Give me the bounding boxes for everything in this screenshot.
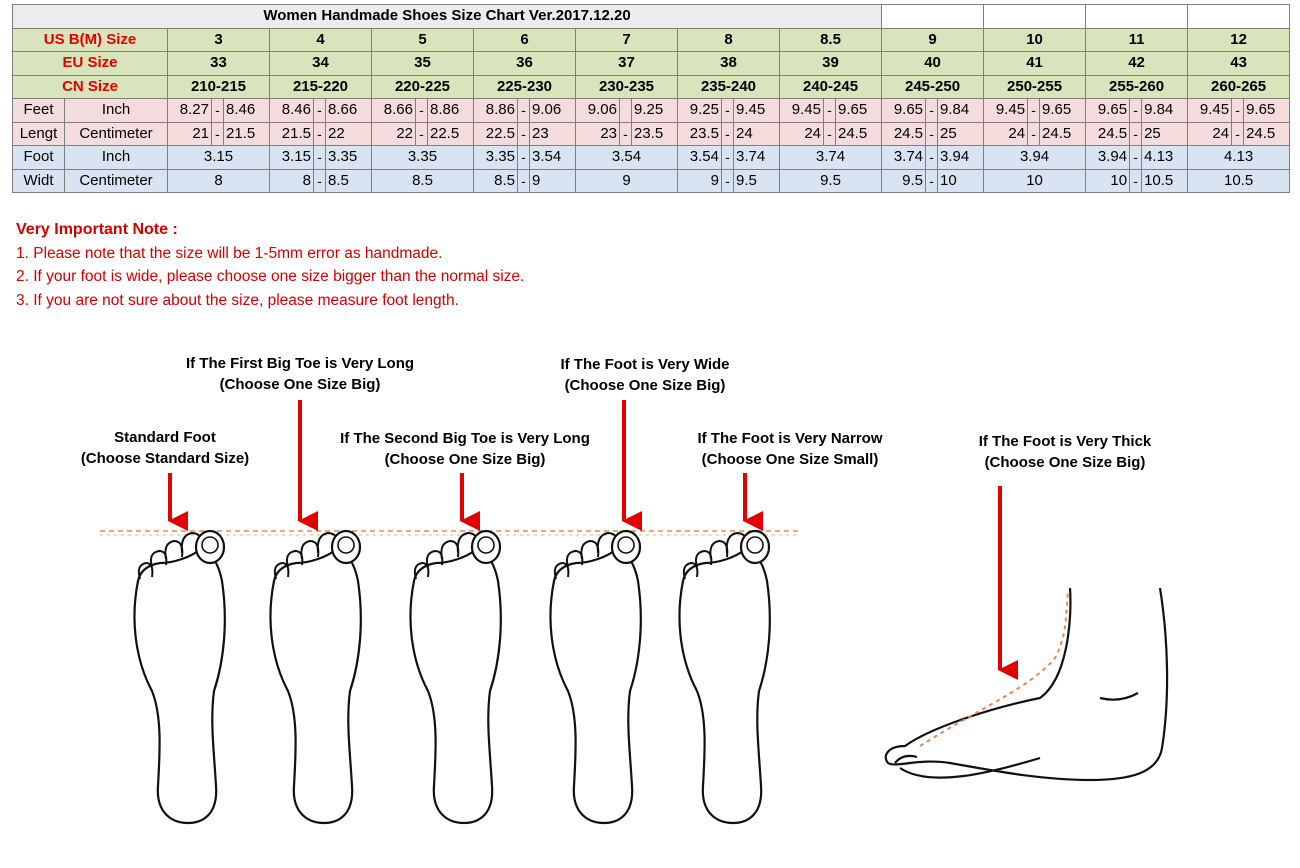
measure-max: 9.65 xyxy=(1040,99,1086,123)
measure-min: 24 xyxy=(984,122,1028,146)
measure-value: 8 xyxy=(168,169,270,193)
measure-value: 10.5 xyxy=(1188,169,1290,193)
us-size-value: 8 xyxy=(678,28,780,52)
range-dash: - xyxy=(926,146,938,170)
note-item-3: 3. If you are not sure about the size, please measure foot length. xyxy=(16,291,459,309)
us-size-value: 3 xyxy=(168,28,270,52)
range-dash: - xyxy=(416,122,428,146)
empty-header-cell xyxy=(882,5,984,29)
measure-max: 22.5 xyxy=(428,122,474,146)
measure-max: 22 xyxy=(326,122,372,146)
notes-heading: Very Important Note : xyxy=(16,221,178,238)
cn-size-value: 210-215 xyxy=(168,75,270,99)
range-dash: - xyxy=(722,146,734,170)
measure-max: 25 xyxy=(938,122,984,146)
range-dash: - xyxy=(314,122,326,146)
measure-min: 9.45 xyxy=(984,99,1028,123)
range-dash: - xyxy=(722,99,734,123)
measure-min: 9 xyxy=(678,169,722,193)
caption-narrow-advice: (Choose One Size Small) xyxy=(701,451,879,468)
range-dash: - xyxy=(416,99,428,123)
measure-min: 24.5 xyxy=(1086,122,1130,146)
measure-min: 24 xyxy=(780,122,824,146)
range-dash: - xyxy=(1130,99,1142,123)
caption-thick-title: If The Foot is Very Thick xyxy=(978,433,1152,450)
us-size-value: 7 xyxy=(576,28,678,52)
measure-min: 8 xyxy=(270,169,314,193)
measure-max: 8.5 xyxy=(326,169,372,193)
eu-size-value: 34 xyxy=(270,52,372,76)
foot-length-cm-row xyxy=(13,122,1290,146)
measure-min: 3.15 xyxy=(270,146,314,170)
measure-value: 3.35 xyxy=(372,146,474,170)
eu-size-value: 37 xyxy=(576,52,678,76)
measure-max: 9.25 xyxy=(632,99,678,123)
foot-width-cm-row xyxy=(13,169,1290,193)
chart-title: Women Handmade Shoes Size Chart Ver.2017.12.20 xyxy=(13,5,882,29)
caption-first-toe-advice: (Choose One Size Big) xyxy=(219,376,381,393)
range-dash: - xyxy=(1130,122,1142,146)
eu-size-value: 40 xyxy=(882,52,984,76)
cn-size-value: 220-225 xyxy=(372,75,474,99)
long-first-toe-foot-drawing xyxy=(270,531,360,823)
us-size-value: 6 xyxy=(474,28,576,52)
range-dash: - xyxy=(314,99,326,123)
measure-min: 23.5 xyxy=(678,122,722,146)
measure-min: 23 xyxy=(576,122,620,146)
measure-max: 9.45 xyxy=(734,99,780,123)
range-dash: - xyxy=(1232,99,1244,123)
measure-value: 4.13 xyxy=(1188,146,1290,170)
measure-value: 3.74 xyxy=(780,146,882,170)
unit-label: Centimeter xyxy=(65,122,168,146)
range-dash: - xyxy=(1028,122,1040,146)
us-size-value: 8.5 xyxy=(780,28,882,52)
measure-min: 9.45 xyxy=(1188,99,1232,123)
measure-min: 8.66 xyxy=(372,99,416,123)
caption-first-toe-title: If The First Big Toe is Very Long xyxy=(185,355,415,372)
caption-second-toe-title: If The Second Big Toe is Very Long xyxy=(340,430,590,447)
eu-size-value: 42 xyxy=(1086,52,1188,76)
row-group-label: Lengt xyxy=(13,122,65,146)
eu-size-value: 39 xyxy=(780,52,882,76)
us-size-value: 5 xyxy=(372,28,474,52)
range-dash: - xyxy=(314,169,326,193)
eu-size-value: 41 xyxy=(984,52,1086,76)
range-dash: - xyxy=(926,122,938,146)
measure-min: 24.5 xyxy=(882,122,926,146)
us-size-value: 4 xyxy=(270,28,372,52)
measure-value: 3.94 xyxy=(984,146,1086,170)
measure-max: 3.94 xyxy=(938,146,984,170)
foot-shape-diagram xyxy=(0,318,1300,868)
cn-size-value: 225-230 xyxy=(474,75,576,99)
measure-min: 3.35 xyxy=(474,146,518,170)
measure-max: 10 xyxy=(938,169,984,193)
caption-narrow-foot xyxy=(660,428,920,470)
measure-min: 3.74 xyxy=(882,146,926,170)
range-dash: - xyxy=(722,169,734,193)
measure-min: 22.5 xyxy=(474,122,518,146)
range-dash: - xyxy=(212,99,224,123)
caption-thick-advice: (Choose One Size Big) xyxy=(984,454,1146,471)
narrow-foot-drawing xyxy=(679,531,769,823)
empty-header-cell xyxy=(984,5,1086,29)
measure-value: 9 xyxy=(576,169,678,193)
caption-second-toe xyxy=(305,428,625,470)
foot-width-inch-row xyxy=(13,146,1290,170)
measure-min: 9.5 xyxy=(882,169,926,193)
measure-max: 8.46 xyxy=(224,99,270,123)
measure-value: 10 xyxy=(984,169,1086,193)
measure-min: 21 xyxy=(168,122,212,146)
note-item-2: 2. If your foot is wide, please choose one size bigger than the normal size. xyxy=(16,268,525,285)
eu-size-value: 38 xyxy=(678,52,780,76)
unit-label: Centimeter xyxy=(65,169,168,193)
cn-size-value: 255-260 xyxy=(1086,75,1188,99)
measure-max: 9 xyxy=(530,169,576,193)
eu-size-value: 43 xyxy=(1188,52,1290,76)
measure-max: 24.5 xyxy=(1244,122,1290,146)
measure-min: 3.94 xyxy=(1086,146,1130,170)
cn-size-value: 245-250 xyxy=(882,75,984,99)
unit-label: Inch xyxy=(65,99,168,123)
cn-size-row xyxy=(13,75,1290,99)
cn-size-value: 240-245 xyxy=(780,75,882,99)
measure-max: 9.06 xyxy=(530,99,576,123)
range-dash: - xyxy=(824,99,836,123)
measure-value: 8.5 xyxy=(372,169,474,193)
cn-size-label: CN Size xyxy=(13,75,168,99)
us-size-label: US B(M) Size xyxy=(13,28,168,52)
measure-max: 10.5 xyxy=(1142,169,1188,193)
row-group-label: Widt xyxy=(13,169,65,193)
us-size-row xyxy=(13,28,1290,52)
measure-min: 8.86 xyxy=(474,99,518,123)
measure-value: 9.5 xyxy=(780,169,882,193)
thickness-guide-line xyxy=(920,590,1068,746)
us-size-value: 12 xyxy=(1188,28,1290,52)
measure-min: 24 xyxy=(1188,122,1232,146)
measure-max: 9.65 xyxy=(836,99,882,123)
measure-min: 10 xyxy=(1086,169,1130,193)
measure-min: 9.65 xyxy=(882,99,926,123)
cn-size-value: 215-220 xyxy=(270,75,372,99)
note-item-1: 1. Please note that the size will be 1-5mm error as handmade. xyxy=(16,244,443,262)
range-dash: - xyxy=(620,122,632,146)
caption-narrow-title: If The Foot is Very Narrow xyxy=(697,430,883,447)
measure-max: 24 xyxy=(734,122,780,146)
caption-wide-foot xyxy=(520,354,770,396)
caption-second-toe-advice: (Choose One Size Big) xyxy=(384,451,546,468)
range-dash: - xyxy=(212,122,224,146)
cn-size-value: 230-235 xyxy=(576,75,678,99)
caption-first-toe xyxy=(140,353,460,395)
cn-size-value: 250-255 xyxy=(984,75,1086,99)
eu-size-label: EU Size xyxy=(13,52,168,76)
wide-foot-drawing xyxy=(550,531,640,823)
range-dash: - xyxy=(824,122,836,146)
measure-min: 22 xyxy=(372,122,416,146)
measure-max: 3.74 xyxy=(734,146,780,170)
empty-header-cell xyxy=(1086,5,1188,29)
measure-max: 9.84 xyxy=(1142,99,1188,123)
measure-max: 25 xyxy=(1142,122,1188,146)
caption-thick-foot xyxy=(940,431,1190,473)
measure-max: 9.84 xyxy=(938,99,984,123)
measure-min: 9.65 xyxy=(1086,99,1130,123)
measure-value: 3.54 xyxy=(576,146,678,170)
chart-title-row xyxy=(13,5,1290,29)
range-dash: - xyxy=(1130,169,1142,193)
us-size-value: 11 xyxy=(1086,28,1188,52)
range-dash: - xyxy=(926,99,938,123)
measure-min: 8.27 xyxy=(168,99,212,123)
important-notes xyxy=(16,218,524,312)
empty-header-cell xyxy=(1188,5,1290,29)
cn-size-value: 260-265 xyxy=(1188,75,1290,99)
measure-max: 21.5 xyxy=(224,122,270,146)
eu-size-value: 36 xyxy=(474,52,576,76)
measure-min: 9.25 xyxy=(678,99,722,123)
measure-min: 9.06 xyxy=(576,99,620,123)
measure-max: 23.5 xyxy=(632,122,678,146)
range-dash xyxy=(620,99,632,123)
measure-max: 24.5 xyxy=(1040,122,1086,146)
eu-size-value: 33 xyxy=(168,52,270,76)
measure-min: 8.46 xyxy=(270,99,314,123)
caption-standard-title: Standard Foot xyxy=(114,429,216,446)
measure-value: 3.15 xyxy=(168,146,270,170)
us-size-value: 9 xyxy=(882,28,984,52)
measure-min: 8.5 xyxy=(474,169,518,193)
us-size-value: 10 xyxy=(984,28,1086,52)
measure-min: 3.54 xyxy=(678,146,722,170)
eu-size-row xyxy=(13,52,1290,76)
caption-standard-advice: (Choose Standard Size) xyxy=(80,450,250,467)
measure-max: 23 xyxy=(530,122,576,146)
measure-max: 9.65 xyxy=(1244,99,1290,123)
range-dash: - xyxy=(1232,122,1244,146)
eu-size-value: 35 xyxy=(372,52,474,76)
measure-max: 3.54 xyxy=(530,146,576,170)
measure-max: 9.5 xyxy=(734,169,780,193)
range-dash: - xyxy=(1028,99,1040,123)
range-dash: - xyxy=(314,146,326,170)
range-dash: - xyxy=(518,146,530,170)
range-dash: - xyxy=(518,122,530,146)
measure-max: 8.86 xyxy=(428,99,474,123)
measure-max: 24.5 xyxy=(836,122,882,146)
measure-max: 3.35 xyxy=(326,146,372,170)
range-dash: - xyxy=(518,99,530,123)
caption-wide-title: If The Foot is Very Wide xyxy=(560,356,730,373)
range-dash: - xyxy=(518,169,530,193)
caption-wide-advice: (Choose One Size Big) xyxy=(564,377,726,394)
range-dash: - xyxy=(722,122,734,146)
foot-length-inch-row xyxy=(13,99,1290,123)
standard-foot-drawing xyxy=(134,531,224,823)
measure-max: 8.66 xyxy=(326,99,372,123)
measure-max: 4.13 xyxy=(1142,146,1188,170)
range-dash: - xyxy=(926,169,938,193)
row-group-label: Foot xyxy=(13,146,65,170)
cn-size-value: 235-240 xyxy=(678,75,780,99)
unit-label: Inch xyxy=(65,146,168,170)
measure-min: 21.5 xyxy=(270,122,314,146)
foot-illustrations xyxy=(0,318,1300,868)
size-chart-table xyxy=(12,4,1290,193)
measure-min: 9.45 xyxy=(780,99,824,123)
long-second-toe-foot-drawing xyxy=(410,531,500,823)
row-group-label: Feet xyxy=(13,99,65,123)
caption-standard-foot xyxy=(40,427,290,469)
range-dash: - xyxy=(1130,146,1142,170)
